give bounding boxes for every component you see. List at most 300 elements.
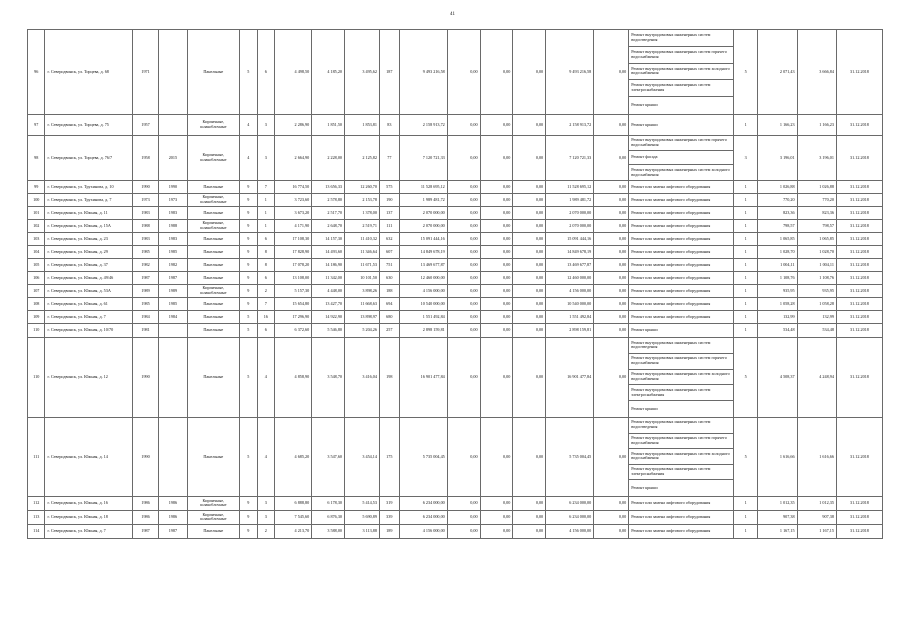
regional-budget-cell: 0,00 [480, 180, 513, 193]
regional-budget-cell: 0,00 [480, 271, 513, 284]
premises-area-cell: 14 493,60 [312, 245, 345, 258]
address-cell: г. Северодвинск, ул. Южная, д. 7 [45, 310, 132, 323]
wall-material-cell: Кирпичные, шлакоблочные [187, 510, 239, 524]
works-cell [629, 510, 734, 524]
premises-area-cell: 3 588,00 [312, 524, 345, 538]
residents-cell: 198 [379, 337, 399, 417]
unit-cost-cell: 1 166,23 [758, 114, 797, 135]
premises-area-cell: 14 922,90 [312, 310, 345, 323]
total-cost-cell: 13 469 677,87 [399, 258, 447, 271]
residential-area-cell: 2 519,71 [345, 219, 380, 232]
regional-budget-cell: 0,00 [480, 206, 513, 219]
total-area-cell: 6 372,60 [275, 323, 312, 337]
municipal-budget-cell: 0,00 [513, 219, 546, 232]
works-cell [629, 310, 734, 323]
works-cell [629, 258, 734, 271]
build-year-cell: 1987 [132, 524, 158, 538]
works-cell [629, 337, 734, 417]
work-item: Ремонт крыши [631, 405, 658, 411]
renovation-year-cell: 1985 [159, 245, 187, 258]
address-cell: г. Северодвинск, ул. Южная, д. 23 [45, 232, 132, 245]
table-row [28, 180, 883, 193]
premises-area-cell: 6 876,30 [312, 510, 345, 524]
renovation-year-cell [159, 30, 187, 115]
fund-cost-cell: 0,00 [447, 417, 480, 496]
work-item: Ремонт фасада [629, 151, 733, 166]
max-unit-cost-cell: 1 166,23 [797, 114, 836, 135]
total-area-cell: 3 723,60 [275, 193, 312, 206]
fund-cost-cell: 0,00 [447, 271, 480, 284]
total-cost-cell: 6 234 000,00 [399, 496, 447, 510]
owners-funds-cell: 2 158 913,72 [546, 114, 594, 135]
works-cell [629, 206, 734, 219]
address-cell: г. Северодвинск, ул. Южная, д. 18 [45, 510, 132, 524]
renovation-year-cell [159, 417, 187, 496]
works-count-cell: 5 [734, 30, 758, 115]
total-area-cell: 4 498,50 [275, 30, 312, 115]
residential-area-cell: 3 454,14 [345, 417, 380, 496]
row-number-cell: 110 [28, 323, 45, 337]
total-area-cell: 15 654,80 [275, 297, 312, 310]
works-cell [629, 135, 734, 180]
address-cell: г. Северодвинск, ул. Южная, д. 10/70 [45, 323, 132, 337]
renovation-year-cell: 1986 [159, 510, 187, 524]
deadline-cell: 31.12.2018 [836, 135, 882, 180]
row-number-cell: 98 [28, 135, 45, 180]
premises-area-cell: 14 157,30 [312, 232, 345, 245]
residential-area-cell: 1 853,81 [345, 114, 380, 135]
address-cell: г. Северодвинск, ул. Торцева, д. 75 [45, 114, 132, 135]
municipal-budget-cell: 0,00 [513, 524, 546, 538]
row-number-cell: 110 [28, 337, 45, 417]
address-cell: г. Северодвинск, ул. Южная, д. 7 [45, 524, 132, 538]
floors-cell: 9 [240, 297, 257, 310]
works-cell [629, 30, 734, 115]
total-area-cell: 17 828,90 [275, 245, 312, 258]
floors-cell: 9 [240, 180, 257, 193]
table-row [28, 219, 883, 232]
renovation-year-cell: 1987 [159, 271, 187, 284]
row-number-cell: 112 [28, 496, 45, 510]
residential-area-cell: 1 378,00 [345, 206, 380, 219]
municipal-budget-cell: 0,00 [513, 297, 546, 310]
build-year-cell: 1983 [132, 232, 158, 245]
work-item: Ремонт или замена лифтового оборудования [631, 527, 711, 533]
municipal-budget-cell: 0,00 [513, 30, 546, 115]
works-count-cell: 1 [734, 206, 758, 219]
works-count-cell: 1 [734, 310, 758, 323]
residential-area-cell: 5 204,26 [345, 323, 380, 337]
residential-area-cell: 10 101,50 [345, 271, 380, 284]
works-cell [629, 284, 734, 297]
residents-cell: 83 [379, 114, 399, 135]
residents-cell: 111 [379, 219, 399, 232]
work-item: Ремонт крыши [631, 327, 658, 333]
max-unit-cost-cell: 132,99 [797, 310, 836, 323]
premises-area-cell: 4 448,00 [312, 284, 345, 297]
build-year-cell: 1990 [132, 180, 158, 193]
other-funds-cell: 0,00 [594, 271, 629, 284]
owners-funds-cell: 4 156 000,00 [546, 284, 594, 297]
work-item: Ремонт или замена лифтового оборудования [631, 222, 711, 228]
deadline-cell: 31.12.2018 [836, 297, 882, 310]
work-item: Ремонт внутридомовых инженерных систем электроснабжения [629, 465, 733, 481]
work-item: Ремонт внутридомовых инженерных систем горячего водоснабжения [629, 47, 733, 64]
deadline-cell: 31.12.2018 [836, 510, 882, 524]
total-area-cell: 17 108,30 [275, 232, 312, 245]
total-area-cell: 17 296,90 [275, 310, 312, 323]
total-area-cell: 4 213,70 [275, 524, 312, 538]
residential-area-cell: 11 410,32 [345, 232, 380, 245]
address-cell: г. Северодвинск, ул. Южная, д. 37 [45, 258, 132, 271]
floors-cell: 9 [240, 193, 257, 206]
residential-area-cell: 5 414,53 [345, 496, 380, 510]
residents-cell: 77 [379, 135, 399, 180]
build-year-cell: 1985 [132, 297, 158, 310]
regional-budget-cell: 0,00 [480, 284, 513, 297]
unit-cost-cell: 1 058,28 [758, 297, 797, 310]
residents-cell: 190 [379, 193, 399, 206]
regional-budget-cell: 0,00 [480, 510, 513, 524]
fund-cost-cell: 0,00 [447, 337, 480, 417]
owners-funds-cell: 4 156 000,00 [546, 524, 594, 538]
fund-cost-cell: 0,00 [447, 135, 480, 180]
row-number-cell: 111 [28, 417, 45, 496]
fund-cost-cell: 0,00 [447, 114, 480, 135]
premises-area-cell: 6 178,30 [312, 496, 345, 510]
table-row [28, 417, 883, 496]
residents-cell: 632 [379, 232, 399, 245]
municipal-budget-cell: 0,00 [513, 510, 546, 524]
renovation-year-cell: 1982 [159, 258, 187, 271]
unit-cost-cell: 1 065,85 [758, 232, 797, 245]
work-item: Ремонт крыши [631, 102, 658, 108]
entrances-cell: 8 [257, 245, 274, 258]
works-count-cell: 1 [734, 510, 758, 524]
max-unit-cost-cell: 3 666,84 [797, 30, 836, 115]
deadline-cell: 31.12.2018 [836, 496, 882, 510]
premises-area-cell: 5 546,80 [312, 323, 345, 337]
premises-area-cell: 4 185,20 [312, 30, 345, 115]
fund-cost-cell: 0,00 [447, 258, 480, 271]
fund-cost-cell: 0,00 [447, 232, 480, 245]
max-unit-cost-cell: 1 616,66 [797, 417, 836, 496]
fund-cost-cell: 0,00 [447, 245, 480, 258]
renovation-year-cell: 1987 [159, 524, 187, 538]
municipal-budget-cell: 0,00 [513, 323, 546, 337]
fund-cost-cell: 0,00 [447, 297, 480, 310]
build-year-cell: 1982 [132, 258, 158, 271]
residential-area-cell: 13 898,97 [345, 310, 380, 323]
table-row [28, 297, 883, 310]
total-cost-cell: 2 158 913,72 [399, 114, 447, 135]
renovation-year-cell: 1989 [159, 284, 187, 297]
work-item: Ремонт или замена лифтового оборудования [631, 209, 711, 215]
floors-cell: 5 [240, 310, 257, 323]
address-cell: г. Северодвинск, ул. Южная, д. 61 [45, 297, 132, 310]
table-row [28, 323, 883, 337]
floors-cell: 4 [240, 135, 257, 180]
works-cell [629, 114, 734, 135]
floors-cell: 5 [240, 417, 257, 496]
address-cell: г. Северодвинск, ул. Торцева, д. 68 [45, 30, 132, 115]
municipal-budget-cell: 0,00 [513, 496, 546, 510]
build-year-cell: 1958 [132, 135, 158, 180]
row-number-cell: 104 [28, 245, 45, 258]
address-cell: г. Северодвинск, ул. Южная, д. 14 [45, 417, 132, 496]
premises-area-cell: 13 427,70 [312, 297, 345, 310]
residents-cell: 187 [379, 30, 399, 115]
work-item: Ремонт или замена лифтового оборудования [631, 287, 711, 293]
other-funds-cell: 0,00 [594, 193, 629, 206]
work-item: Ремонт или замена лифтового оборудования [631, 196, 711, 202]
total-cost-cell: 2 070 000,00 [399, 219, 447, 232]
municipal-budget-cell: 0,00 [513, 114, 546, 135]
deadline-cell: 31.12.2018 [836, 245, 882, 258]
floors-cell: 9 [240, 496, 257, 510]
build-year-cell: 1984 [132, 310, 158, 323]
other-funds-cell: 0,00 [594, 245, 629, 258]
wall-material-cell: Кирпичные, шлакоблочные [187, 219, 239, 232]
wall-material-cell: Кирпичные, шлакоблочные [187, 284, 239, 297]
fund-cost-cell: 0,00 [447, 323, 480, 337]
other-funds-cell: 0,00 [594, 524, 629, 538]
renovation-year-cell [159, 323, 187, 337]
entrances-cell: 4 [257, 417, 274, 496]
residents-cell: 680 [379, 310, 399, 323]
renovation-year-cell [159, 337, 187, 417]
other-funds-cell: 0,00 [594, 496, 629, 510]
wall-material-cell: Панельные [187, 297, 239, 310]
premises-area-cell: 3 547,60 [312, 417, 345, 496]
deadline-cell: 31.12.2018 [836, 30, 882, 115]
floors-cell: 9 [240, 258, 257, 271]
regional-budget-cell: 0,00 [480, 297, 513, 310]
deadline-cell: 31.12.2018 [836, 524, 882, 538]
total-area-cell: 16 774,50 [275, 180, 312, 193]
address-cell: г. Северодвинск, ул. Трухинова, д. 10 [45, 180, 132, 193]
owners-funds-cell: 12 460 000,00 [546, 271, 594, 284]
wall-material-cell: Панельные [187, 323, 239, 337]
address-cell: г. Северодвинск, ул. Торцева, д. 76/7 [45, 135, 132, 180]
works-cell [629, 219, 734, 232]
address-cell: г. Северодвинск, ул. Трухинова, д. 7 [45, 193, 132, 206]
total-cost-cell: 4 156 000,00 [399, 524, 447, 538]
residents-cell: 319 [379, 496, 399, 510]
address-cell: г. Северодвинск, ул. Южная, д. 53А [45, 284, 132, 297]
unit-cost-cell: 907,38 [758, 510, 797, 524]
works-count-cell: 1 [734, 496, 758, 510]
municipal-budget-cell: 0,00 [513, 258, 546, 271]
deadline-cell: 31.12.2018 [836, 417, 882, 496]
premises-area-cell: 2 578,80 [312, 193, 345, 206]
entrances-cell: 7 [257, 297, 274, 310]
build-year-cell: 1990 [132, 337, 158, 417]
total-cost-cell: 10 540 000,00 [399, 297, 447, 310]
works-count-cell: 1 [734, 323, 758, 337]
premises-area-cell: 11 342,00 [312, 271, 345, 284]
row-number-cell: 105 [28, 258, 45, 271]
total-cost-cell: 5 735 004,45 [399, 417, 447, 496]
deadline-cell: 31.12.2018 [836, 114, 882, 135]
municipal-budget-cell: 0,00 [513, 206, 546, 219]
owners-funds-cell: 9 493 216,58 [546, 30, 594, 115]
address-cell: г. Северодвинск, ул. Южная, д. 29 [45, 245, 132, 258]
wall-material-cell: Кирпичные, шлакоблочные [187, 193, 239, 206]
other-funds-cell: 0,00 [594, 206, 629, 219]
wall-material-cell: Панельные [187, 310, 239, 323]
residential-area-cell: 12 260,70 [345, 180, 380, 193]
row-number-cell: 101 [28, 206, 45, 219]
other-funds-cell: 0,00 [594, 180, 629, 193]
max-unit-cost-cell: 1 028,70 [797, 245, 836, 258]
works-count-cell: 5 [734, 337, 758, 417]
works-cell [629, 323, 734, 337]
build-year-cell: 1981 [132, 323, 158, 337]
max-unit-cost-cell: 770,20 [797, 193, 836, 206]
entrances-cell: 2 [257, 524, 274, 538]
fund-cost-cell: 0,00 [447, 180, 480, 193]
works-count-cell: 1 [734, 297, 758, 310]
entrances-cell: 3 [257, 496, 274, 510]
max-unit-cost-cell: 1 058,28 [797, 297, 836, 310]
max-unit-cost-cell: 534,48 [797, 323, 836, 337]
works-cell [629, 496, 734, 510]
residents-cell: 607 [379, 245, 399, 258]
total-cost-cell: 15 091 444,16 [399, 232, 447, 245]
row-number-cell: 96 [28, 30, 45, 115]
total-area-cell: 6 888,80 [275, 496, 312, 510]
deadline-cell: 31.12.2018 [836, 323, 882, 337]
table-row [28, 284, 883, 297]
entrances-cell: 4 [257, 337, 274, 417]
residents-cell: 751 [379, 258, 399, 271]
address-cell: г. Северодвинск, ул. Южная, д. 49/46 [45, 271, 132, 284]
total-area-cell: 17 078,20 [275, 258, 312, 271]
works-count-cell: 1 [734, 114, 758, 135]
other-funds-cell: 0,00 [594, 417, 629, 496]
other-funds-cell: 0,00 [594, 258, 629, 271]
municipal-budget-cell: 0,00 [513, 193, 546, 206]
max-unit-cost-cell: 1 108,76 [797, 271, 836, 284]
residential-area-cell: 5 690,89 [345, 510, 380, 524]
other-funds-cell: 0,00 [594, 284, 629, 297]
residents-cell: 630 [379, 271, 399, 284]
row-number-cell: 103 [28, 232, 45, 245]
renovation-year-cell: 1983 [159, 206, 187, 219]
total-cost-cell: 6 234 000,00 [399, 510, 447, 524]
wall-material-cell: Кирпичные, шлакоблочные [187, 135, 239, 180]
total-area-cell: 13 108,00 [275, 271, 312, 284]
fund-cost-cell: 0,00 [447, 206, 480, 219]
owners-funds-cell: 14 849 678,19 [546, 245, 594, 258]
total-cost-cell: 12 460 000,00 [399, 271, 447, 284]
other-funds-cell: 0,00 [594, 30, 629, 115]
row-number-cell: 100 [28, 193, 45, 206]
unit-cost-cell: 823,36 [758, 206, 797, 219]
total-cost-cell: 1 989 481,72 [399, 193, 447, 206]
other-funds-cell: 0,00 [594, 310, 629, 323]
unit-cost-cell: 1 026,88 [758, 180, 797, 193]
works-count-cell: 1 [734, 284, 758, 297]
table-row [28, 524, 883, 538]
wall-material-cell: Панельные [187, 417, 239, 496]
work-item: Ремонт или замена лифтового оборудования [631, 313, 711, 319]
regional-budget-cell: 0,00 [480, 337, 513, 417]
works-count-cell: 1 [734, 219, 758, 232]
entrances-cell: 3 [257, 510, 274, 524]
regional-budget-cell: 0,00 [480, 417, 513, 496]
work-item: Ремонт внутридомовых инженерных систем водоотведения [629, 338, 733, 354]
works-count-cell: 5 [734, 417, 758, 496]
regional-budget-cell: 0,00 [480, 193, 513, 206]
owners-funds-cell: 2 070 000,00 [546, 206, 594, 219]
floors-cell: 5 [240, 337, 257, 417]
unit-cost-cell: 798,57 [758, 219, 797, 232]
row-number-cell: 114 [28, 524, 45, 538]
total-area-cell: 3 673,20 [275, 206, 312, 219]
floors-cell: 9 [240, 219, 257, 232]
work-item: Ремонт внутридомовых инженерных систем холодного водоснабжения [629, 449, 733, 465]
deadline-cell: 31.12.2018 [836, 284, 882, 297]
deadline-cell: 31.12.2018 [836, 180, 882, 193]
total-cost-cell: 2 070 000,00 [399, 206, 447, 219]
wall-material-cell: Панельные [187, 180, 239, 193]
build-year-cell: 1987 [132, 271, 158, 284]
table-row [28, 310, 883, 323]
address-cell: г. Северодвинск, ул. Южная, д. 16 [45, 496, 132, 510]
regional-budget-cell: 0,00 [480, 232, 513, 245]
work-item: Ремонт внутридомовых инженерных систем водоотведения [629, 30, 733, 47]
build-year-cell: 1985 [132, 245, 158, 258]
total-cost-cell: 4 156 000,00 [399, 284, 447, 297]
max-unit-cost-cell: 935,95 [797, 284, 836, 297]
other-funds-cell: 0,00 [594, 135, 629, 180]
wall-material-cell: Кирпичные, шлакоблочные [187, 114, 239, 135]
deadline-cell: 31.12.2018 [836, 206, 882, 219]
max-unit-cost-cell: 1 167,15 [797, 524, 836, 538]
table-row [28, 206, 883, 219]
owners-funds-cell: 1 551 492,84 [546, 310, 594, 323]
works-cell [629, 297, 734, 310]
unit-cost-cell: 1 028,70 [758, 245, 797, 258]
unit-cost-cell: 534,48 [758, 323, 797, 337]
fund-cost-cell: 0,00 [447, 219, 480, 232]
residents-cell: 257 [379, 323, 399, 337]
renovation-year-cell [159, 114, 187, 135]
regional-budget-cell: 0,00 [480, 219, 513, 232]
residential-area-cell: 11 346,64 [345, 245, 380, 258]
row-number-cell: 108 [28, 297, 45, 310]
max-unit-cost-cell: 798,57 [797, 219, 836, 232]
wall-material-cell: Панельные [187, 232, 239, 245]
floors-cell: 4 [240, 114, 257, 135]
renovation-year-cell: 1985 [159, 297, 187, 310]
page-number: 41 [450, 12, 455, 17]
work-item: Ремонт или замена лифтового оборудования [631, 261, 711, 267]
regional-budget-cell: 0,00 [480, 114, 513, 135]
residents-cell: 575 [379, 180, 399, 193]
residential-area-cell: 3 495,62 [345, 30, 380, 115]
table-row [28, 496, 883, 510]
municipal-budget-cell: 0,00 [513, 310, 546, 323]
work-item: Ремонт или замена лифтового оборудования [631, 248, 711, 254]
premises-area-cell: 1 851,50 [312, 114, 345, 135]
deadline-cell: 31.12.2018 [836, 258, 882, 271]
unit-cost-cell: 1 616,66 [758, 417, 797, 496]
table-row [28, 337, 883, 417]
floors-cell: 5 [240, 30, 257, 115]
